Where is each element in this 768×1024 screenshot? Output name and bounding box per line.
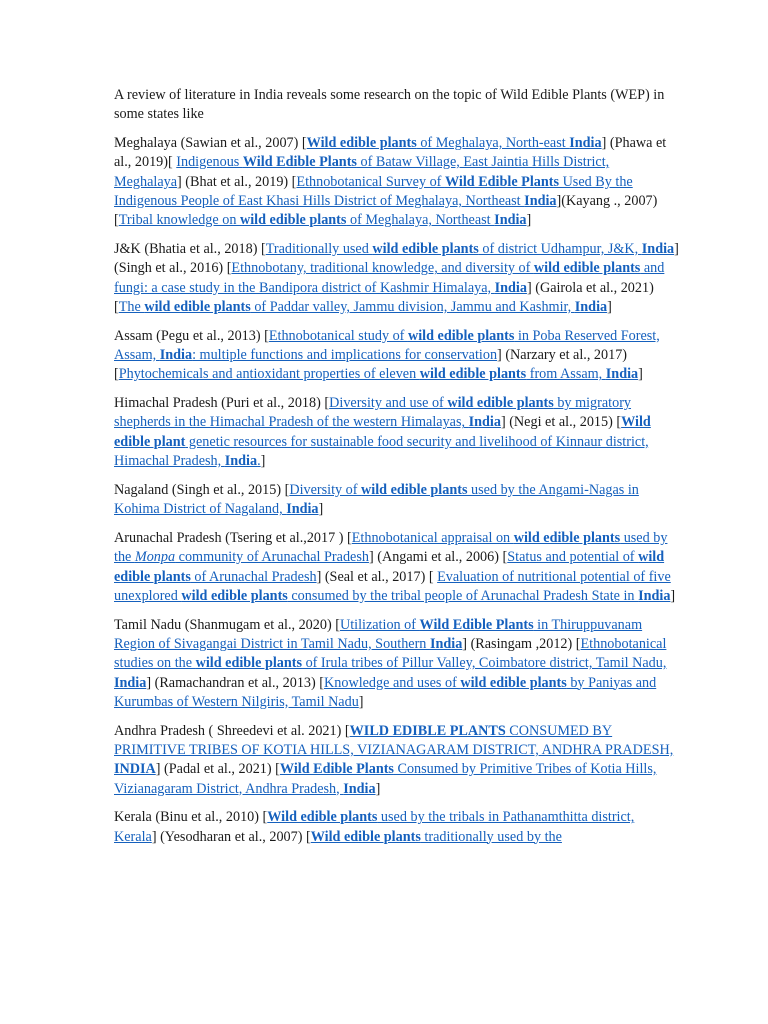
link-text: Utilization of bbox=[339, 616, 420, 633]
link-text: Ethnobotanical Survey of bbox=[296, 173, 445, 190]
citation-text: ] (Narzary et al., 2017) [ bbox=[114, 347, 628, 383]
citation-text: Andhra Pradesh ( Shreedevi et al. 2021) [ bbox=[114, 722, 350, 739]
link-text: India bbox=[574, 298, 608, 315]
reference-link[interactable] bbox=[119, 299, 607, 315]
link-text: used by the Angami-Nagas in Kohima District of Nagaland, bbox=[114, 481, 639, 518]
link-text: wild edible plants bbox=[114, 549, 665, 585]
link-text: Wild Edible Plants bbox=[444, 173, 560, 190]
link-text: WILD EDIBLE PLANTS bbox=[349, 722, 506, 739]
link-text: Tribal knowledge on bbox=[118, 212, 240, 229]
link-text: Wild Edible Plants bbox=[242, 154, 357, 171]
citation-text: ] bbox=[375, 780, 381, 797]
link-text: India bbox=[468, 414, 501, 431]
citation-text: ] (Phawa et al., 2019)[ bbox=[114, 135, 667, 171]
link-text: Wild edible plants bbox=[267, 809, 378, 826]
link-text: wild edible plants bbox=[447, 395, 554, 412]
paragraph-arunachal bbox=[114, 529, 679, 606]
document-body bbox=[114, 86, 679, 856]
citation-text: ] bbox=[358, 693, 364, 710]
paragraph-himachal bbox=[114, 394, 679, 471]
link-text: India bbox=[569, 135, 602, 152]
link-text: wild edible plants bbox=[239, 212, 347, 229]
citation-text: Himachal Pradesh (Puri et al., 2018) [ bbox=[114, 395, 330, 412]
link-text: Monpa bbox=[134, 549, 176, 566]
link-text: Indigenous bbox=[176, 154, 243, 171]
citation-text: J&K (Bhatia et al., 2018) [ bbox=[114, 241, 266, 258]
link-text: used by the tribals in Pathanamthitta district, Kerala bbox=[114, 809, 635, 845]
link-text: wild edible plants bbox=[181, 587, 288, 604]
citation-text: ] bbox=[318, 501, 324, 518]
reference-link[interactable] bbox=[266, 241, 674, 257]
link-text: of Meghalaya, Northeast bbox=[346, 212, 495, 229]
link-text: India bbox=[494, 279, 527, 296]
link-text: Knowledge and uses of bbox=[324, 674, 461, 691]
citation-text: ] (Gairola et al., 2021) [ bbox=[114, 279, 654, 315]
link-text: of Arunachal Pradesh bbox=[190, 568, 317, 585]
citation-text: ] bbox=[607, 298, 612, 315]
paragraph-kerala bbox=[114, 808, 679, 847]
link-text: wild edible plants bbox=[407, 327, 515, 344]
citation-text: Assam (Pegu et al., 2013) [ bbox=[114, 327, 269, 344]
link-text: Wild edible plants bbox=[306, 135, 417, 152]
link-text: India bbox=[641, 241, 675, 258]
link-text: India bbox=[343, 780, 376, 797]
link-text: wild edible plants bbox=[144, 298, 251, 315]
citation-text: ] bbox=[260, 453, 266, 470]
reference-link[interactable] bbox=[311, 829, 562, 845]
link-text: wild edible plants bbox=[372, 241, 479, 258]
citation-text: Kerala (Binu et al., 2010) [ bbox=[114, 809, 268, 826]
link-text: India bbox=[605, 366, 639, 383]
link-text: used by the bbox=[114, 529, 668, 566]
citation-text: ](Kayang ., 2007) [ bbox=[114, 192, 658, 229]
state-sections bbox=[114, 134, 679, 847]
reference-link[interactable] bbox=[307, 135, 602, 151]
link-text: Wild Edible Plants bbox=[279, 761, 394, 778]
paragraph-jk bbox=[114, 240, 679, 317]
link-text: in Thiruppuvanam Region of Sivagangai District in Tamil Nadu, Southern bbox=[114, 616, 643, 652]
paragraph-tamilnadu bbox=[114, 616, 679, 712]
paragraph-andhra bbox=[114, 722, 679, 799]
reference-link[interactable] bbox=[119, 366, 638, 382]
link-text: India bbox=[638, 587, 671, 604]
link-text: from Assam, bbox=[526, 366, 606, 383]
intro-paragraph: A review of literature in India reveals some research on the topic of Wild Edible Plants (WEP) in some states like bbox=[114, 87, 665, 123]
citation-text: Meghalaya (Sawian et al., 2007) [ bbox=[114, 135, 307, 152]
link-text: India bbox=[159, 347, 193, 364]
reference-link[interactable] bbox=[119, 212, 527, 228]
citation-text: ] (Padal et al., 2021) [ bbox=[155, 761, 280, 778]
link-text: of Bataw Village, East Jaintia Hills District, Meghalaya bbox=[114, 154, 610, 190]
citation-text: ] (Negi et al., 2015) [ bbox=[500, 414, 622, 431]
link-text: Wild Edible Plants bbox=[419, 616, 534, 633]
link-text: and fungi: a case study in the Bandipora district of Kashmir Himalaya, bbox=[114, 260, 665, 296]
link-text: Wild edible plants bbox=[310, 828, 421, 845]
link-text: by Paniyas and Kurumbas of Western Nilgiris, Tamil Nadu bbox=[114, 674, 657, 710]
citation-text: Arunachal Pradesh (Tsering et al.,2017 ) [ bbox=[114, 529, 352, 546]
link-text: Ethnobotanical appraisal on bbox=[351, 529, 514, 546]
citation-text: ] bbox=[638, 366, 643, 383]
citation-text: ] (Yesodharan et al., 2007) [ bbox=[151, 828, 311, 845]
link-text: wild edible plants bbox=[460, 674, 567, 691]
link-text: Consumed by Primitive Tribes of Kotia Hills, Vizianagaram District, Andhra Pradesh, bbox=[114, 761, 657, 797]
link-text: Wild edible plant bbox=[114, 414, 651, 450]
link-text: Diversity and use of bbox=[329, 395, 448, 412]
link-text: by migratory shepherds in the Himachal Pradesh of the western Himalayas, bbox=[114, 395, 632, 431]
link-text: Evaluation of nutritional potential of five unexplored bbox=[114, 568, 671, 604]
paragraph-nagaland bbox=[114, 481, 679, 520]
link-text: INDIA bbox=[114, 761, 156, 778]
citation-text: ] (Angami et al., 2006) [ bbox=[368, 549, 508, 566]
link-text: of Meghalaya, North-east bbox=[416, 135, 570, 152]
paragraph-meghalaya bbox=[114, 134, 679, 230]
link-text: India bbox=[224, 453, 258, 470]
link-text: Used By the Indigenous People of East Khasi Hills District of Meghalaya, Northeast bbox=[114, 173, 633, 209]
link-text: wild edible plants bbox=[361, 481, 468, 498]
link-text: wild edible plants bbox=[419, 366, 527, 383]
link-text: The bbox=[118, 298, 145, 315]
link-text: of Irula tribes of Pillur Valley, Coimbatore district, Tamil Nadu, bbox=[302, 655, 667, 672]
link-text: Ethnobotanical study of bbox=[268, 327, 408, 344]
link-text: : multiple functions and implications for conservation bbox=[192, 347, 498, 364]
citation-text: ] bbox=[526, 212, 532, 229]
link-text: Status and potential of bbox=[507, 549, 639, 566]
link-text: genetic resources for sustainable food security and livelihood of Kinnaur district, Himachal Pradesh, bbox=[114, 433, 649, 470]
link-text: of Paddar valley, Jammu division, Jammu and Kashmir, bbox=[250, 298, 575, 315]
citation-text: ] (Seal et al., 2017) [ bbox=[316, 568, 438, 585]
link-text: Ethnobotany, traditional knowledge, and diversity of bbox=[231, 260, 534, 277]
link-text: wild edible plants bbox=[513, 529, 621, 546]
link-text: Phytochemicals and antioxidant properties of eleven bbox=[118, 366, 420, 383]
link-text: Ethnobotanical studies on the bbox=[114, 635, 667, 672]
link-text: CONSUMED BY PRIMITIVE TRIBES OF KOTIA HILLS, VIZIANAGARAM DISTRICT, ANDHRA PRADESH, bbox=[114, 722, 674, 758]
citation-text: ] (Rasingam ,2012) [ bbox=[462, 635, 581, 652]
link-text: of district Udhampur, J&K, bbox=[478, 241, 642, 258]
citation-text: ] (Singh et al., 2016) [ bbox=[114, 241, 679, 277]
link-text: India bbox=[286, 501, 319, 518]
link-text: India bbox=[429, 635, 463, 652]
paragraph-assam bbox=[114, 327, 679, 385]
link-text: Traditionally used bbox=[265, 241, 373, 258]
link-text: in Poba Reserved Forest, Assam, bbox=[114, 327, 660, 364]
link-text: India bbox=[114, 674, 147, 691]
link-text: wild edible plants bbox=[533, 260, 641, 277]
link-text: wild edible plants bbox=[195, 655, 303, 672]
citation-text: ] bbox=[670, 587, 676, 604]
link-text: Diversity of bbox=[289, 481, 362, 498]
citation-text: Tamil Nadu (Shanmugam et al., 2020) [ bbox=[114, 616, 340, 633]
link-text: . bbox=[257, 453, 261, 470]
link-text: India bbox=[524, 192, 557, 209]
citation-text: Nagaland (Singh et al., 2015) [ bbox=[114, 481, 290, 498]
link-text: traditionally used by the bbox=[420, 828, 562, 845]
link-text: community of Arunachal Pradesh bbox=[175, 549, 369, 566]
citation-text: ] (Ramachandran et al., 2013) [ bbox=[146, 674, 325, 691]
link-text: India bbox=[494, 212, 527, 229]
link-text: consumed by the tribal people of Arunachal Pradesh State in bbox=[287, 587, 639, 604]
citation-text: ] (Bhat et al., 2019) [ bbox=[177, 173, 297, 190]
